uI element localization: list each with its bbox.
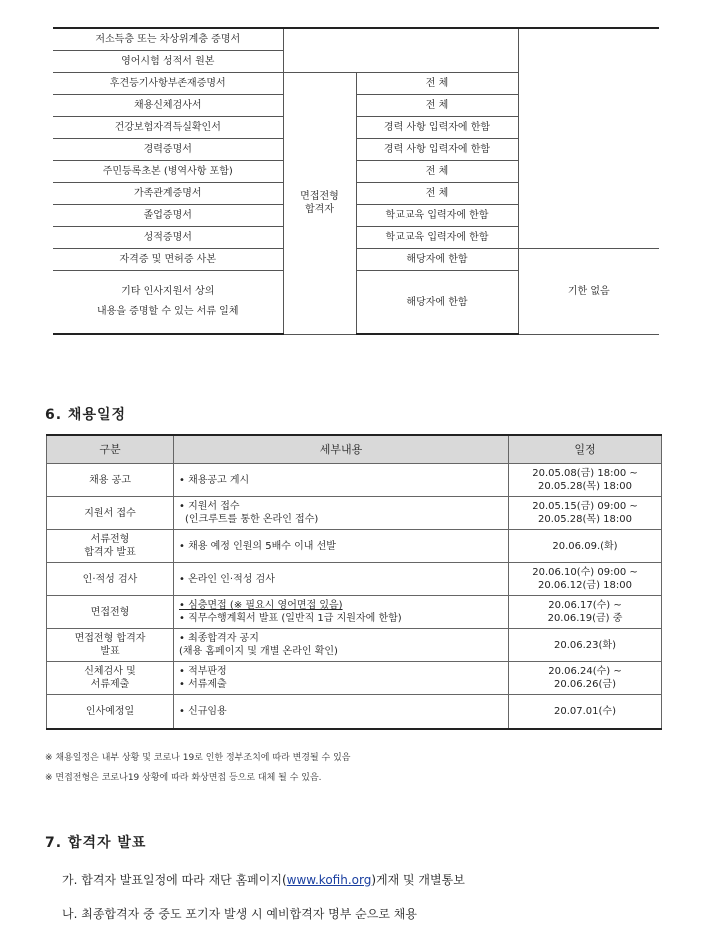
doc-name: 영어시험 성적서 원본 bbox=[53, 51, 283, 73]
row-schedule bbox=[509, 563, 662, 596]
category-line: 서류전형 bbox=[90, 534, 130, 545]
doc-name-line: 기타 인사지원서 상의 bbox=[121, 286, 215, 297]
header-category: 구분 bbox=[47, 435, 174, 464]
doc-scope: 학교교육 입력자에 한함 bbox=[356, 205, 518, 227]
detail-line: (인크루트를 통한 온라인 접수) bbox=[185, 514, 319, 525]
row-details: • 채용공고 게시 bbox=[174, 464, 509, 497]
doc-name: 채용신체검사서 bbox=[53, 95, 283, 117]
schedule-table bbox=[46, 434, 662, 730]
row-details: • 온라인 인·적성 검사 bbox=[174, 563, 509, 596]
row-category: 지원서 접수 bbox=[47, 497, 174, 530]
row-category bbox=[47, 530, 174, 563]
doc-scope: 전 체 bbox=[356, 161, 518, 183]
doc-name bbox=[53, 271, 283, 335]
doc-deadline-empty bbox=[518, 28, 659, 249]
schedule-line: 20.06.24(수) ~ bbox=[548, 666, 622, 677]
schedule-line: 20.06.19(금) 중 bbox=[547, 613, 623, 624]
row-category bbox=[47, 662, 174, 695]
row-category bbox=[47, 629, 174, 662]
doc-name: 주민등록초본 (병역사항 포함) bbox=[53, 161, 283, 183]
homepage-link[interactable]: www.kofih.org bbox=[286, 873, 372, 887]
announcement-line bbox=[62, 871, 465, 888]
doc-scope: 학교교육 입력자에 한함 bbox=[356, 227, 518, 249]
detail-text: ※ 필요시 영어면접 있음) bbox=[233, 600, 343, 611]
doc-name: 성적증명서 bbox=[53, 227, 283, 249]
doc-scope: 전 체 bbox=[356, 95, 518, 117]
doc-name: 후견등기사항부존재증명서 bbox=[53, 73, 283, 95]
row-details bbox=[174, 596, 509, 629]
documents-table bbox=[53, 27, 659, 335]
schedule-note: ※ 채용일정은 내부 상황 및 코로나 19로 인한 정부조치에 따라 변경될 수 있음 bbox=[45, 753, 351, 763]
announcement-text: 가. 합격자 발표일정에 따라 재단 홈페이지( bbox=[62, 873, 287, 887]
detail-line: • 최종합격자 공지 bbox=[179, 633, 259, 644]
detail-line: • 직무수행계획서 발표 (일반직 1급 지원자에 한함) bbox=[179, 613, 402, 624]
schedule-line: 20.05.08(금) 18:00 ~ bbox=[532, 468, 638, 479]
doc-empty-cell bbox=[283, 28, 518, 73]
schedule-line: 20.06.26(금) bbox=[554, 679, 616, 690]
header-details: 세부내용 bbox=[174, 435, 509, 464]
announcement-line: 나. 최종합격자 중 중도 포기자 발생 시 예비합격자 명부 순으로 채용 bbox=[62, 907, 417, 921]
schedule-line: 20.05.15(금) 09:00 ~ bbox=[532, 501, 638, 512]
schedule-note: ※ 면접전형은 코로나19 상황에 따라 화상면접 등으로 대체 될 수 있음. bbox=[45, 773, 322, 783]
doc-deadline: 기한 없음 bbox=[518, 249, 659, 335]
doc-name: 경력증명서 bbox=[53, 139, 283, 161]
announcement-text: )게재 및 개별통보 bbox=[371, 873, 465, 887]
row-schedule bbox=[509, 662, 662, 695]
row-details bbox=[174, 629, 509, 662]
detail-line: (채용 홈페이지 및 개별 온라인 확인) bbox=[179, 646, 338, 657]
table-row bbox=[47, 662, 662, 695]
table-row bbox=[47, 695, 662, 729]
doc-scope: 경력 사항 입력자에 한함 bbox=[356, 139, 518, 161]
detail-line: • 서류제출 bbox=[179, 679, 227, 690]
doc-name: 자격증 및 면허증 사본 bbox=[53, 249, 283, 271]
category-line: 신체검사 및 bbox=[84, 666, 136, 677]
row-details bbox=[174, 662, 509, 695]
doc-name: 졸업증명서 bbox=[53, 205, 283, 227]
doc-scope: 해당자에 한함 bbox=[356, 271, 518, 335]
category-line: 면접전형 합격자 bbox=[74, 633, 146, 644]
doc-name: 가족관계증명서 bbox=[53, 183, 283, 205]
category-line: 발표 bbox=[100, 646, 120, 657]
doc-name-line: 내용을 증명할 수 있는 서류 일체 bbox=[97, 306, 239, 317]
table-row bbox=[47, 563, 662, 596]
detail-text: • 심층면접 ( bbox=[179, 600, 234, 611]
row-category: 인사예정일 bbox=[47, 695, 174, 729]
row-details: • 신규임용 bbox=[174, 695, 509, 729]
table-row bbox=[47, 464, 662, 497]
detail-line: • 적부판정 bbox=[179, 666, 227, 677]
doc-scope: 전 체 bbox=[356, 73, 518, 95]
stage-line: 면접전형 bbox=[300, 191, 339, 203]
header-schedule: 일정 bbox=[509, 435, 662, 464]
table-row bbox=[53, 249, 659, 271]
section-7-title: 7. 합격자 발표 bbox=[45, 835, 147, 851]
row-category: 면접전형 bbox=[47, 596, 174, 629]
table-header-row bbox=[47, 435, 662, 464]
doc-name: 건강보험자격득실확인서 bbox=[53, 117, 283, 139]
schedule-line: 20.06.17(수) ~ bbox=[548, 600, 622, 611]
stage-line: 합격자 bbox=[305, 204, 334, 216]
row-schedule bbox=[509, 464, 662, 497]
table-row bbox=[47, 629, 662, 662]
schedule-line: 20.06.10(수) 09:00 ~ bbox=[532, 567, 638, 578]
detail-line: • 지원서 접수 bbox=[179, 501, 240, 512]
table-row bbox=[53, 28, 659, 51]
schedule-line: 20.05.28(목) 18:00 bbox=[538, 481, 632, 492]
schedule-line: 20.06.12(금) 18:00 bbox=[538, 580, 632, 591]
detail-line bbox=[179, 599, 506, 612]
doc-scope: 경력 사항 입력자에 한함 bbox=[356, 117, 518, 139]
doc-scope: 해당자에 한함 bbox=[356, 249, 518, 271]
row-schedule: 20.06.09.(화) bbox=[509, 530, 662, 563]
section-6-title: 6. 채용일정 bbox=[45, 407, 127, 423]
row-category: 채용 공고 bbox=[47, 464, 174, 497]
row-category: 인·적성 검사 bbox=[47, 563, 174, 596]
row-schedule bbox=[509, 497, 662, 530]
category-line: 합격자 발표 bbox=[84, 547, 136, 558]
row-schedule: 20.06.23(화) bbox=[509, 629, 662, 662]
table-row bbox=[47, 497, 662, 530]
row-schedule bbox=[509, 596, 662, 629]
doc-name: 저소득층 또는 차상위계층 증명서 bbox=[53, 28, 283, 51]
row-schedule: 20.07.01(수) bbox=[509, 695, 662, 729]
row-details: • 채용 예정 인원의 5배수 이내 선발 bbox=[174, 530, 509, 563]
table-row bbox=[47, 596, 662, 629]
doc-stage bbox=[283, 73, 356, 335]
schedule-line: 20.05.28(목) 18:00 bbox=[538, 514, 632, 525]
category-line: 서류제출 bbox=[90, 679, 130, 690]
row-details bbox=[174, 497, 509, 530]
table-row bbox=[47, 530, 662, 563]
doc-scope: 전 체 bbox=[356, 183, 518, 205]
